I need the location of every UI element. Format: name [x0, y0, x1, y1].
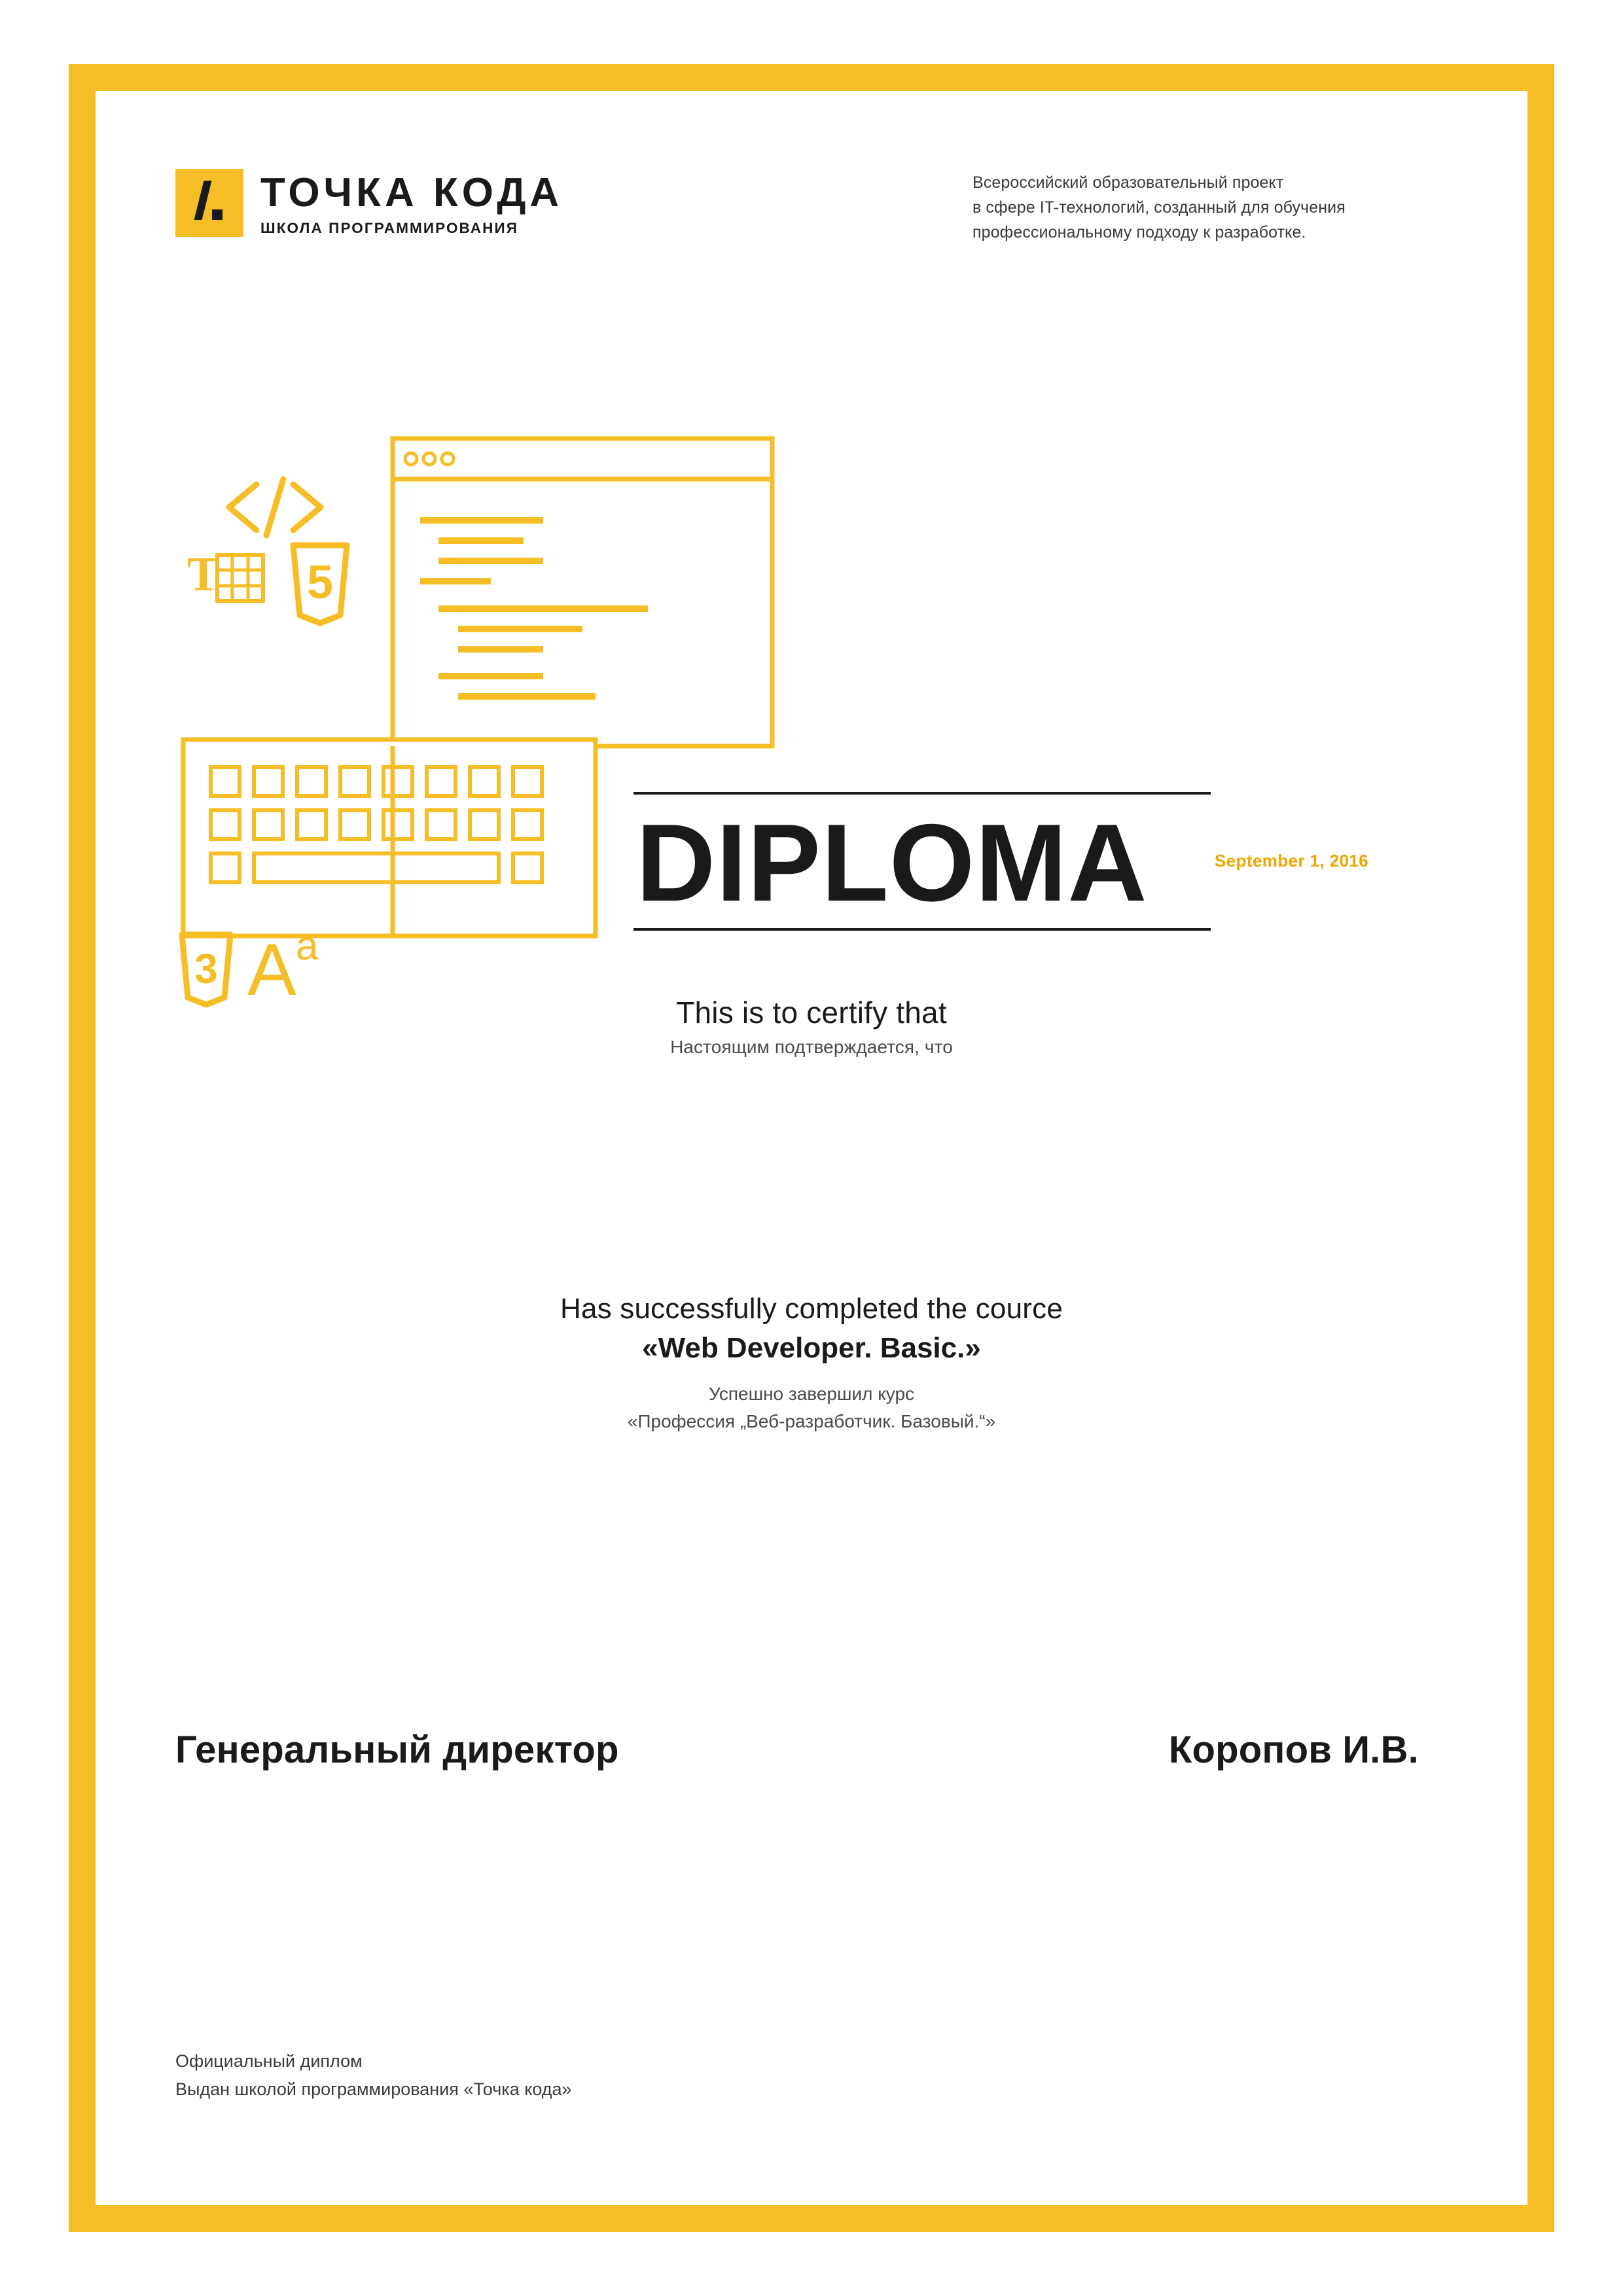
- svg-text:A: A: [247, 929, 296, 1011]
- brand-description-line-3: профессиональному подходу к разработке.: [972, 223, 1306, 242]
- course-text-en: Has successfully completed the cource: [560, 1293, 1063, 1325]
- svg-text:T: T: [187, 548, 220, 601]
- brand-description-line-2: в сфере IT-технологий, созданный для обучения: [972, 198, 1346, 217]
- coding-illustration: [177, 419, 851, 1047]
- html5-badge-icon: [293, 545, 347, 623]
- svg-text:5: 5: [306, 556, 334, 609]
- course-name-en: «Web Developer. Basic.»: [642, 1332, 981, 1364]
- logo-mark-icon: [175, 169, 243, 237]
- course-text-ru-line-1: Успешно завершил курс: [708, 1384, 915, 1404]
- svg-text:a: a: [296, 924, 319, 969]
- svg-text:3: 3: [194, 945, 218, 992]
- certify-text-en: This is to certify that: [676, 996, 947, 1030]
- signatory-role: Генеральный директор: [175, 1729, 619, 1771]
- brand-description-line-1: Всероссийский образовательный проект: [972, 173, 1284, 192]
- logo-slash-shape: [194, 181, 212, 220]
- logo-dot-shape: [212, 209, 223, 220]
- browser-window-icon: [393, 439, 772, 746]
- diploma-title-block: [633, 792, 1369, 931]
- footer: [175, 2047, 1419, 2103]
- certify-text-ru: Настоящим подтверждается, что: [670, 1037, 953, 1057]
- brand-subtitle: ШКОЛА ПРОГРАММИРОВАНИЯ: [260, 220, 519, 237]
- brand-title: ТОЧКА КОДА: [260, 170, 563, 215]
- course-name-ru: «Профессия „Веб-разработчик. Базовый.“»: [627, 1411, 996, 1431]
- footer-line-1: Официальный диплом: [175, 2051, 363, 2071]
- course-text-ru: [0, 1380, 1623, 1435]
- code-tag-icon: [229, 479, 321, 535]
- footer-line-2: Выдан школой программирования «Точка кода»: [175, 2079, 572, 2099]
- css3-badge-icon: [182, 935, 230, 1005]
- signature-row: [175, 1728, 1419, 1772]
- keyboard-icon: [183, 740, 596, 936]
- recipient-name: [0, 1126, 1623, 1178]
- signatory-name: Коропов И.В.: [1168, 1729, 1419, 1771]
- title-rule-bottom: [633, 928, 1211, 931]
- course-block: [0, 1293, 1623, 1435]
- brand-text: [260, 169, 563, 237]
- certify-block: [0, 995, 1623, 1058]
- issue-date: September 1, 2016: [1215, 851, 1369, 870]
- table-icon: [187, 548, 263, 601]
- brand-description: [972, 170, 1346, 245]
- brand-logo: [175, 169, 563, 237]
- page-title: DIPLOMA: [636, 801, 1148, 924]
- header: [175, 169, 1419, 274]
